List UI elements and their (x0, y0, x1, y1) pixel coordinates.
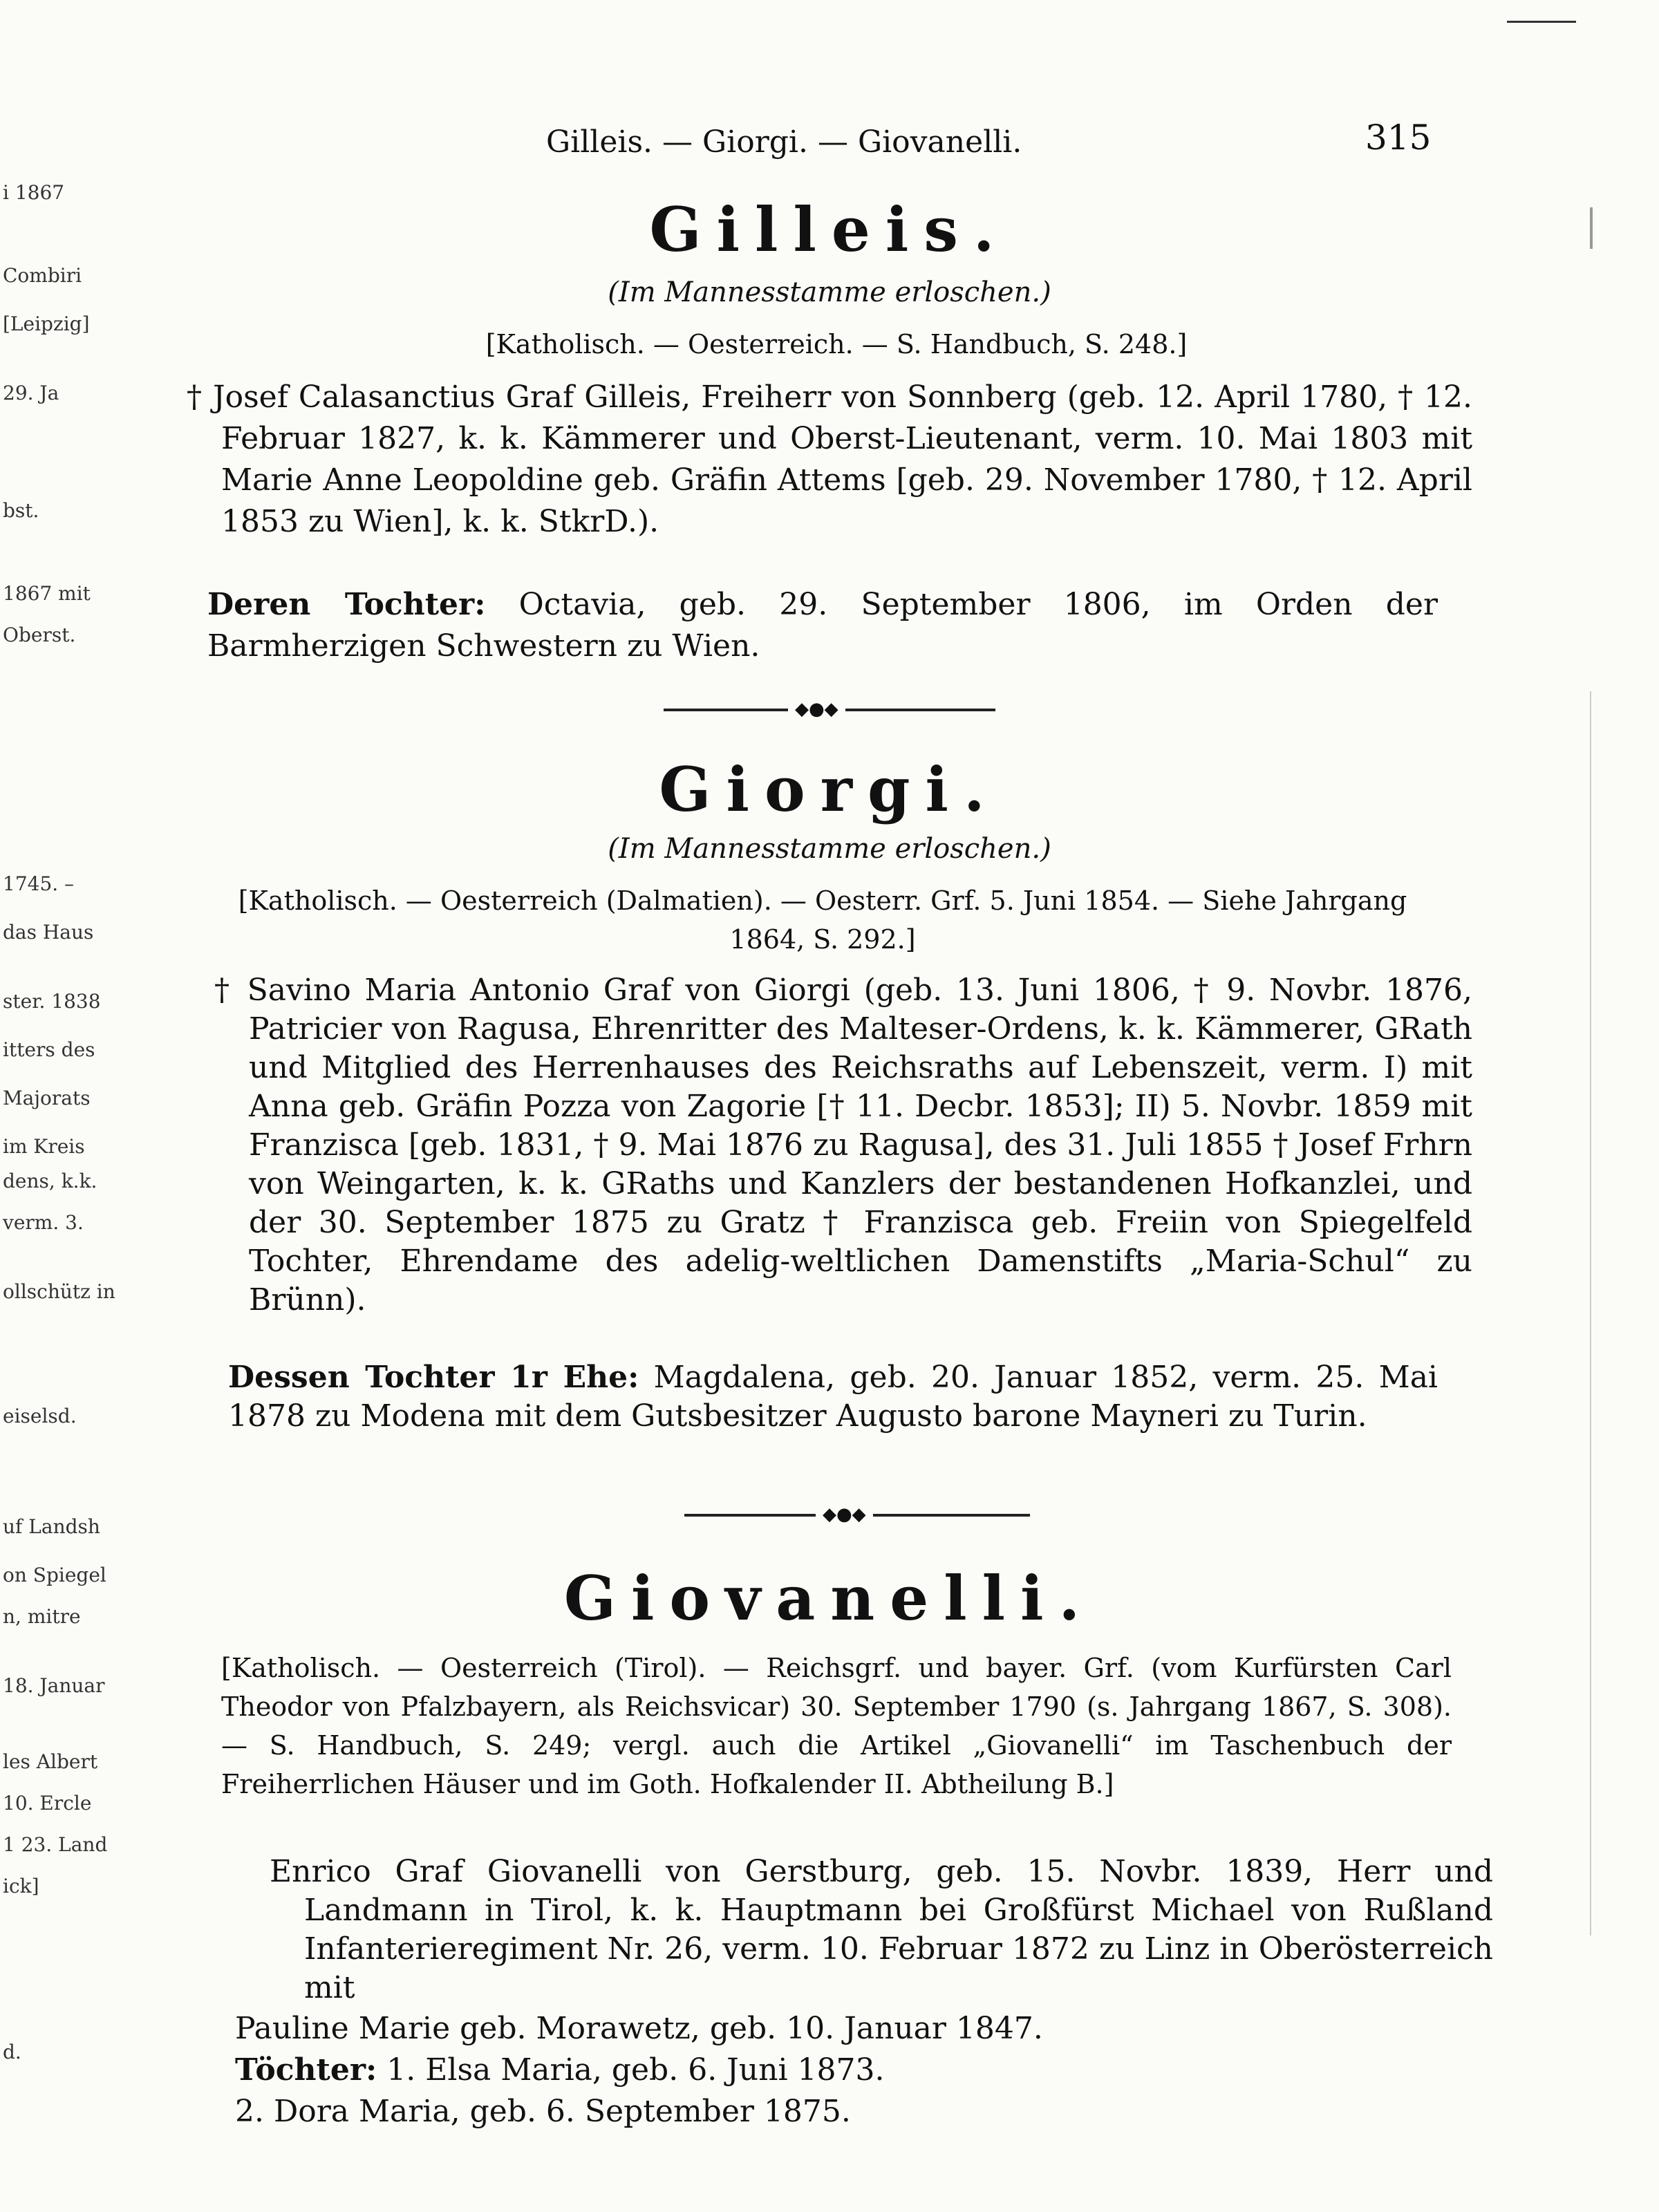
margin-fragment: i 1867 (3, 181, 65, 204)
margin-fragment: 18. Januar (3, 1674, 105, 1697)
children-text: 1. Elsa Maria, geb. 6. Juni 1873. (386, 2052, 885, 2088)
margin-fragment: ollschütz in (3, 1280, 115, 1303)
entry-text: † Savino Maria Antonio Graf von Giorgi (geb. 13. Juni 1806, † 9. Novbr. 1876, Patricier von Ragusa, Ehrenritter des Malteser-Ordens, k. k. Kämmerer, GRath und Mitglied des Herrenhauses des Reichsraths auf Lebenszeit, verm. I) mit Anna geb. Gräfin Pozza von Zagorie [† 11. Decbr. 1853]; II) 5. Novbr. 1859 mit Franzisca [geb. 1831, † 9. Mai 1876 zu Ragusa], des 31. Juli 1855 † Josef Frhrn von Weingarten, k. k. GRaths und Kanzlers der bestandenen Hofkanzlei, und der 30. September 1875 zu Gratz † Franzisca geb. Freiin von Spiegelfeld Tochter, Ehrendame des adelig-weltlichen Damenstifts „Maria-Schul“ zu Brünn). (214, 973, 1472, 1318)
margin-fragment: 1 23. Land (3, 1833, 108, 1856)
margin-fragment: uf Landsh (3, 1515, 100, 1538)
running-header: Gilleis. — Giorgi. — Giovanelli. (546, 124, 1022, 160)
margin-fragment: 29. Ja (3, 382, 59, 404)
margin-fragment: 1867 mit (3, 582, 91, 605)
entry-text: † Josef Calasanctius Graf Gilleis, Freiherr von Sonnberg (geb. 12. April 1780, † 12. Februar 1827, k. k. Kämmerer und Oberst-Lieutenant, verm. 10. Mai 1803 mit Marie Anne Leopoldine geb. Gräfin Attems [geb. 29. November 1780, † 12. April 1853 zu Wien], k. k. StkrD.). (187, 379, 1472, 539)
family-title: Gilleis. (649, 194, 1010, 265)
family-meta: [Katholisch. — Oesterreich. — S. Handbuch, S. 248.] (485, 329, 1188, 359)
family-entry (270, 1853, 1493, 2007)
scan-edge-line (1507, 21, 1576, 23)
margin-fragment: ick] (3, 1875, 39, 1897)
margin-fragment: les Albert (3, 1750, 98, 1773)
divider-ornament: ◆●◆ (816, 1504, 873, 1525)
margin-fragment: n, mitre (3, 1605, 81, 1628)
margin-fragment: verm. 3. (3, 1211, 84, 1234)
margin-fragment: eiselsd. (3, 1405, 77, 1427)
children-entry (235, 2050, 1459, 2091)
section-divider (664, 699, 995, 720)
entry-text: Enrico Graf Giovanelli von Gerstburg, geb. 15. Novbr. 1839, Herr und Landmann in Tirol, k. k. Hauptmann bei Großfürst Michael von Rußland Infanterieregiment Nr. 26, verm. 10. Februar 1872 zu Linz in Oberösterreich mit (270, 1854, 1493, 2005)
children-label: Dessen Tochter 1r Ehe: (228, 1360, 639, 1395)
margin-fragment: Combiri (3, 264, 82, 287)
children-entry-2: 2. Dora Maria, geb. 6. September 1875. (235, 2094, 851, 2129)
page-number: 315 (1365, 118, 1432, 158)
section-divider (684, 1504, 1030, 1525)
margin-fragment: dens, k.k. (3, 1170, 97, 1192)
children-label: Deren Tochter: (207, 587, 486, 622)
margin-fragment: on Spiegel (3, 1564, 106, 1586)
family-title: Giovanelli. (563, 1562, 1096, 1634)
children-text: Magdalena, geb. 20. Januar 1852, verm. 25. Mai 1878 zu Modena mit dem Gutsbesitzer Augusto barone Mayneri zu Turin. (228, 1360, 1438, 1434)
margin-fragment: ster. 1838 (3, 990, 101, 1013)
children-entry (228, 1358, 1438, 1436)
family-subtitle: (Im Mannesstamme erloschen.) (608, 276, 1051, 308)
margin-fragment: im Kreis (3, 1135, 85, 1158)
children-entry (207, 584, 1438, 667)
margin-fragment: 1745. – (3, 872, 75, 895)
family-meta: [Katholisch. — Oesterreich (Dalmatien). — Oesterr. Grf. 5. Juni 1854. — Siehe Jahrgang 1864, S. 292.] (238, 885, 1407, 955)
margin-fragment: 10. Ercle (3, 1792, 92, 1815)
scan-edge-mark (1590, 691, 1591, 1936)
margin-fragment: itters des (3, 1038, 95, 1061)
family-meta: [Katholisch. — Oesterreich (Tirol). — Reichsgrf. und bayer. Grf. (vom Kurfürsten Carl Theodor von Pfalzbayern, als Reichsvicar) 30. September 1790 (s. Jahrgang 1867, S. 308). — S. Handbuch, S. 249; vergl. auch die Artikel „Giovanelli“ im Taschenbuch der Freiherrlichen Häuser und im Goth. Hofkalender II. Abtheilung B.] (221, 1653, 1452, 1799)
divider-ornament: ◆●◆ (788, 699, 845, 720)
family-entry (214, 971, 1472, 1320)
margin-fragment: d. (3, 2041, 21, 2063)
children-text: Octavia, geb. 29. September 1806, im Orden der Barmherzigen Schwestern zu Wien. (207, 587, 1438, 664)
margin-fragment: [Leipzig] (3, 312, 90, 335)
margin-fragment: Majorats (3, 1087, 91, 1109)
family-title: Giorgi. (659, 753, 1000, 825)
spouse-entry: Pauline Marie geb. Morawetz, geb. 10. Januar 1847. (235, 2011, 1043, 2046)
margin-fragment: das Haus (3, 921, 94, 944)
children-label: Töchter: (235, 2052, 377, 2088)
margin-fragment: Oberst. (3, 624, 76, 646)
margin-fragment: bst. (3, 499, 39, 522)
family-entry (187, 377, 1472, 543)
family-subtitle: (Im Mannesstamme erloschen.) (608, 833, 1051, 865)
